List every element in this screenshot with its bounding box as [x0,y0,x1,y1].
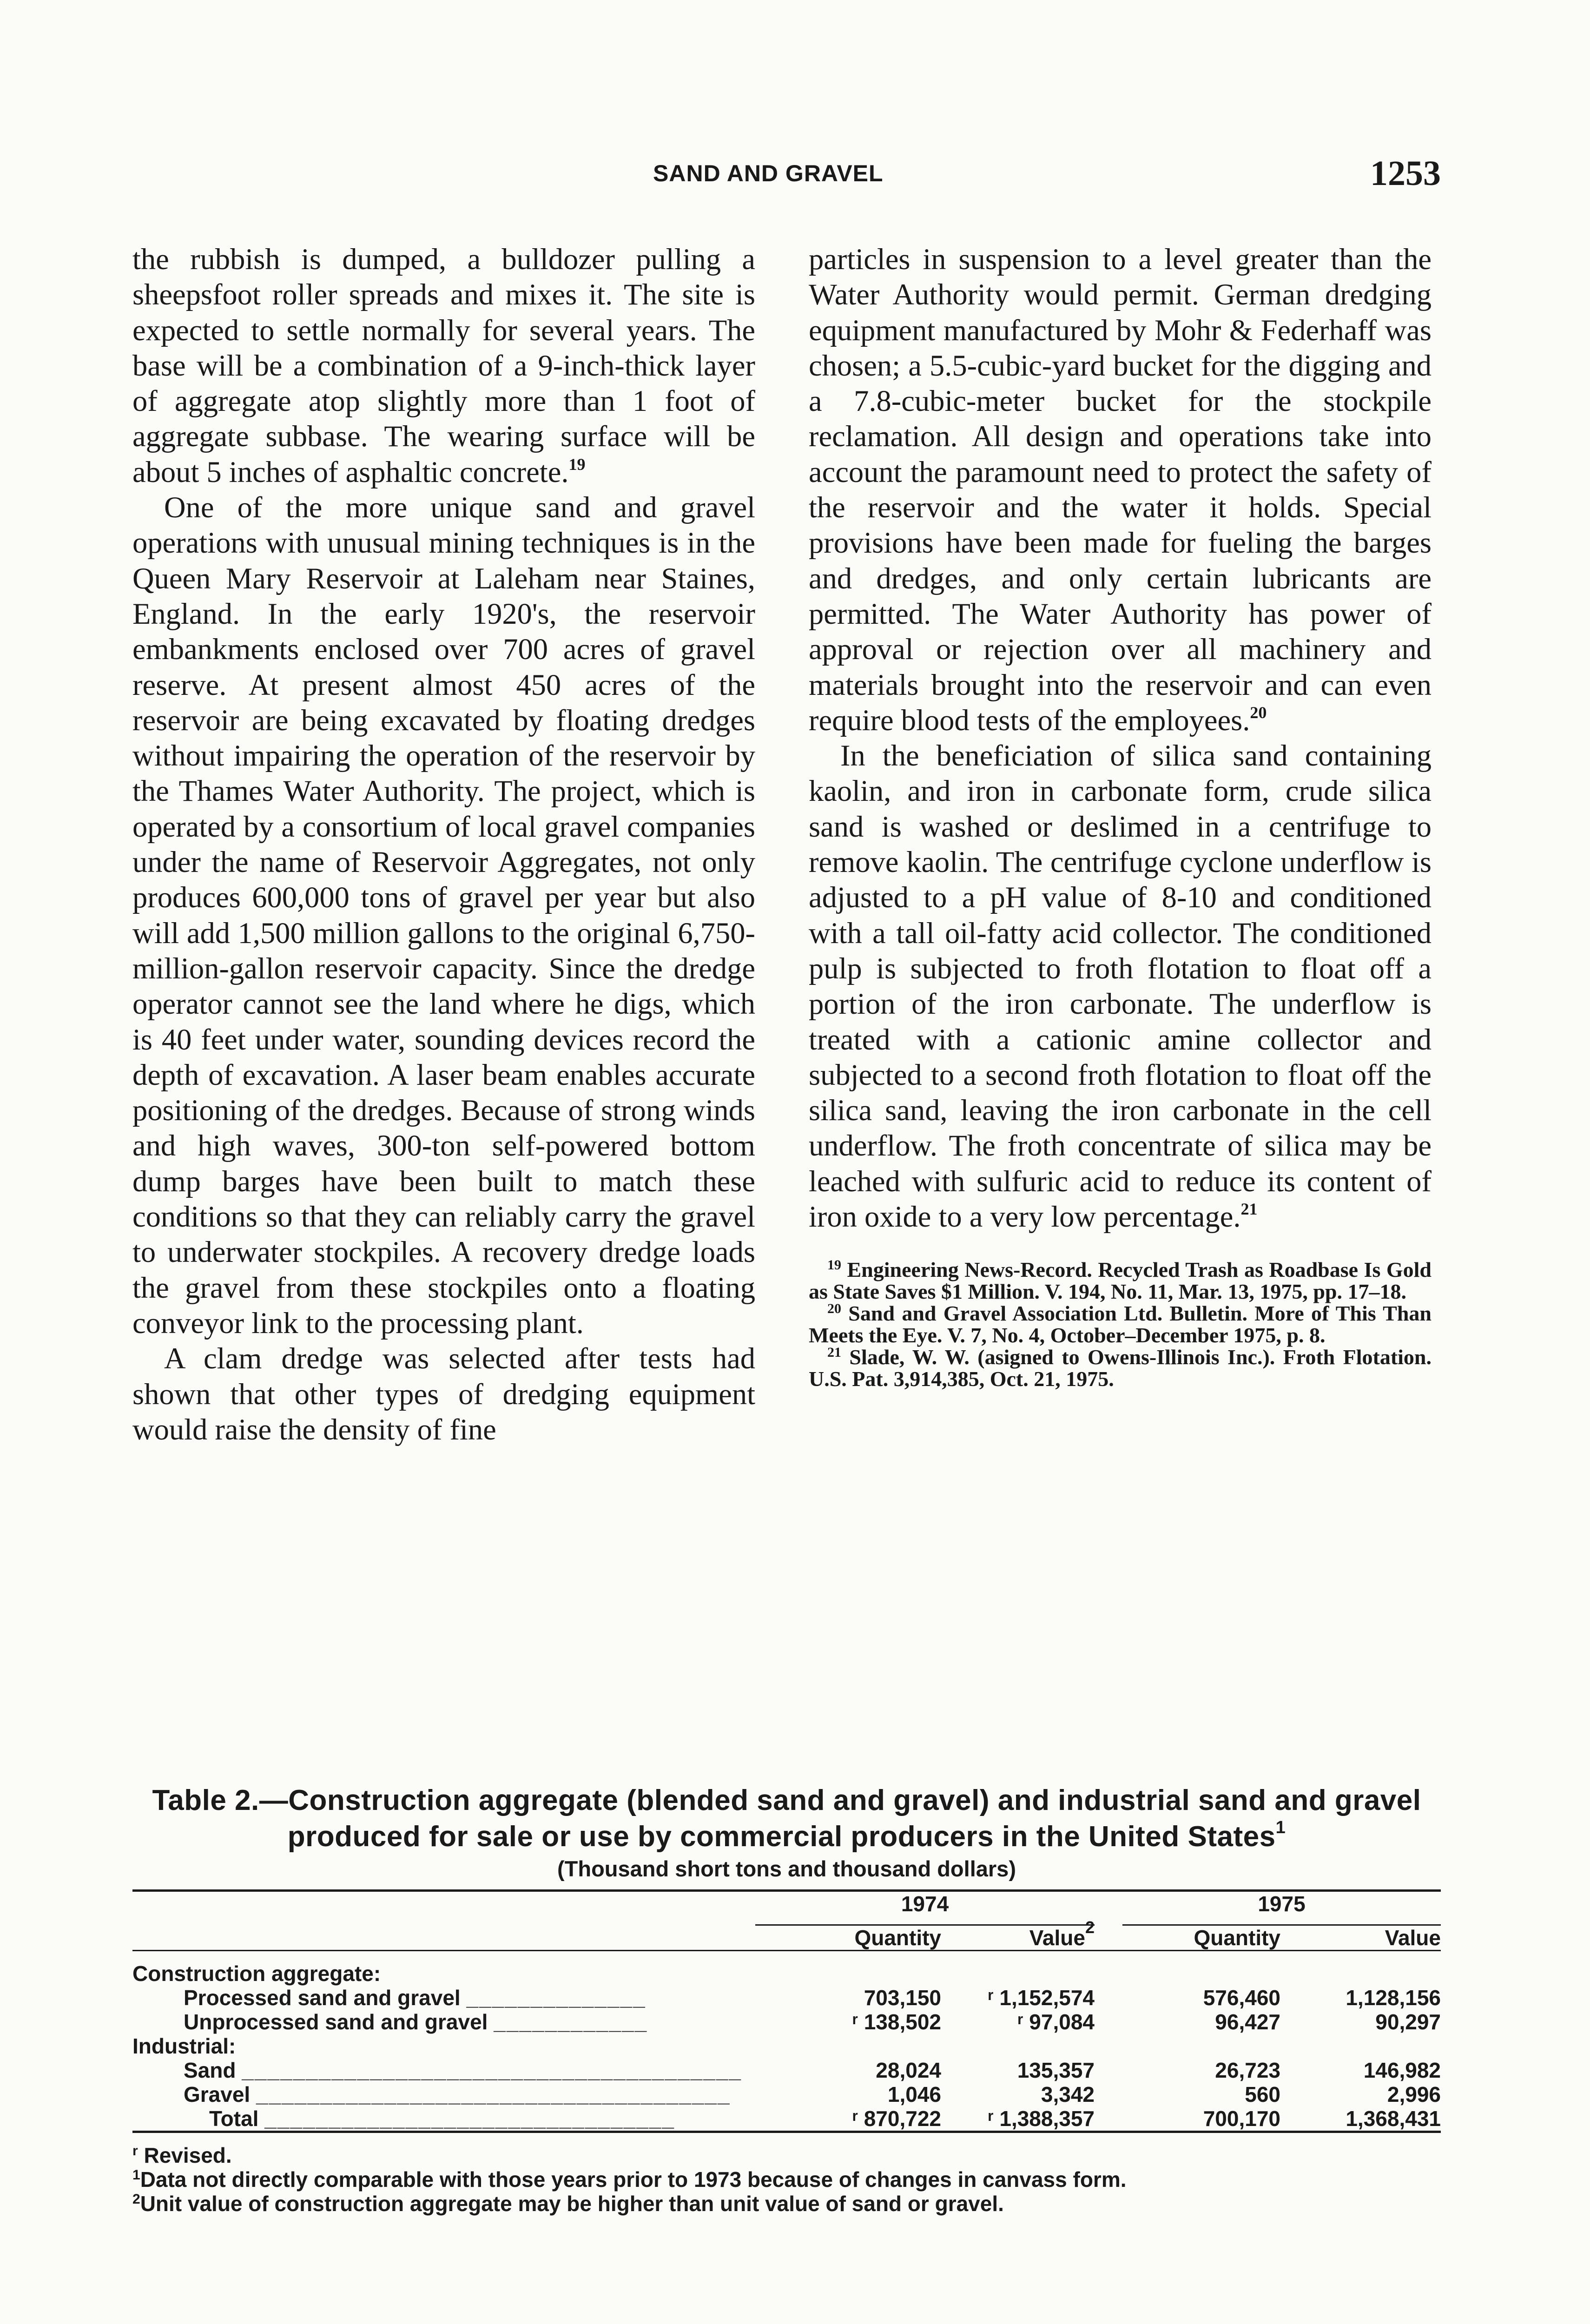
footnote-ref-19: 19 [568,455,586,474]
year-1974: 1974 [755,1892,1095,1926]
table-2 [132,1783,1441,2216]
table-row: Gravel _____________________________________ 1,046 3,342 560 2,996 [132,2082,1441,2106]
table-row [132,1961,1441,1986]
col-value-1975: Value [1385,1926,1441,1950]
note-1: $^1$Data not directly comparable with those years prior to 1973 because of changes in canvass form. [132,2167,1127,2192]
table-subtitle: (Thousand short tons and thousand dollars) [557,1856,1016,1881]
page-header [132,153,1441,195]
footnote: $^{21}$ Slade, W. W. (asigned to Owens-Illinois Inc.). Froth Flotation. U.S. Pat. 3,914,385, Oct. 21, 1975. [809,1345,1432,1391]
footnotes [809,1259,1432,1390]
left-paragraph-1: the rubbish is dumped, a bulldozer pulling a sheepsfoot roller spreads and mixes it. The site is expected to settle normally for several years. The base will be a combination of a 9-inch-thick layer of aggregate atop slightly more than 1 foot of aggregate subbase. The wearing surface will be about 5 inches of asphaltic concrete.$^{19}$ [132,243,755,489]
note-2: $^2$Unit value of construction aggregate may be higher than unit value of sand or gravel. [132,2192,1004,2216]
running-title: SAND AND GRAVEL [653,160,884,186]
table-bottom-rule [132,2131,1441,2133]
table-notes [132,2143,1441,2216]
col-value-1974: Value$^2$ [1029,1918,1095,1950]
data-table [132,1892,1441,2131]
group-label: Construction aggregate: [132,1961,381,1986]
right-paragraph-1: particles in suspension to a level greater than the Water Authority would permit. German dredging equipment manufactured by Mohr & Federhaff was chosen; a 5.5-cubic-yard bucket for the digging and a 7.8-cubic-meter bucket for the stockpile reclamation. All design and operations take into account the paramount need to protect the safety of the reservoir and the water it holds. Special provisions have been made for fueling the barges and dredges, and only certain lubricants are permitted. The Water Authority has power of approval or rejection over all machinery and materials brought into the reservoir and can even require blood tests of the employees.$^{20}$ [809,243,1432,737]
table-row: Processed sand and gravel ______________ 703,150 ʳ 1,152,574 576,460 1,128,156 [132,1986,1441,2010]
row-label: Processed sand and gravel ______________ [184,1986,646,2010]
col-quantity-1974: Quantity [854,1926,941,1950]
page-number: 1253 [1370,154,1441,193]
row-label: Gravel _____________________________________ [184,2082,731,2106]
group-label: Industrial: [132,2034,236,2058]
left-paragraph-3: A clam dredge was selected after tests had shown that other types of dredging equipment would raise the density of fine [132,1342,755,1446]
year-1975: 1975 [1095,1892,1441,1926]
table-row: Unprocessed sand and gravel ____________ ʳ 138,502 ʳ 97,084 96,427 90,297 [132,2010,1441,2034]
table-title: Table 2.—Construction aggregate (blended sand and gravel) and industrial sand and gravel produced for sale or use by commercial producers in the United States$^1$ [152,1784,1421,1853]
col-quantity-1975: Quantity [1194,1926,1280,1950]
left-column [132,242,755,1447]
total-row: Total ________________________________ ʳ 870,722 ʳ 1,388,357 700,170 1,368,431 [132,2106,1441,2131]
row-label: Sand _______________________________________ [184,2058,742,2082]
total-label: Total ________________________________ [209,2106,675,2131]
table-row: Sand _______________________________________ 28,024 135,357 26,723 146,982 [132,2058,1441,2082]
footnote: $^{20}$ Sand and Gravel Association Ltd. Bulletin. More of This Than Meets the Eye. V. 7, No. 4, October–December 1975, p. 8. [809,1301,1432,1347]
footnote-ref-21: 21 [1240,1200,1258,1219]
year-header-row [132,1892,1441,1926]
footnote-ref-20: 20 [1250,703,1267,722]
table-row [132,2034,1441,2058]
note-revised: $^r$ Revised. [132,2143,232,2167]
right-column [809,242,1432,1390]
footnote: $^{19}$ Engineering News-Record. Recycled Trash as Roadbase Is Gold as State Saves $1 Million. V. 194, No. 11, Mar. 13, 1975, pp. 17–18. [809,1257,1432,1304]
right-paragraph-2: In the beneficiation of silica sand containing kaolin, and iron in carbonate form, crude silica sand is washed or deslimed in a centrifuge to remove kaolin. The centrifuge cyclone underflow is adjusted to a pH value of 8-10 and conditioned with a tall oil-fatty acid collector. The conditioned pulp is subjected to froth flotation to float off a portion of the iron carbonate. The underflow is treated with a cationic amine collector and subjected to a second froth flotation to float off the silica sand, leaving the iron carbonate in the cell underflow. The froth concentrate of silica may be leached with sulfuric acid to reduce its content of iron oxide to a very low percentage.$^{21}$ [809,739,1432,1234]
left-paragraph-2: One of the more unique sand and gravel operations with unusual mining techniques is in the Queen Mary Reservoir at Laleham near Staines, England. In the early 1920's, the reservoir embankments enclosed over 700 acres of gravel reserve. At present almost 450 acres of the reservoir are being excavated by floating dredges without impairing the operation of the reservoir by the Thames Water Authority. The project, which is operated by a consortium of local gravel companies under the name of Reservoir Aggregates, not only produces 600,000 tons of gravel per year but also will add 1,500 million gallons to the original 6,750-million-gallon reservoir capacity. Since the dredge operator cannot see the land where he digs, which is 40 feet under water, sounding devices record the depth of excavation. A laser beam enables accurate positioning of the dredges. Because of strong winds and high waves, 300-ton self-powered bottom dump barges have been built to match these conditions so that they can reliably carry the gravel to underwater stockpiles. A recovery dredge loads the gravel from these stockpiles onto a floating conveyor link to the processing plant. [132,491,755,1340]
column-header-row [132,1926,1441,1951]
row-label: Unprocessed sand and gravel ____________ [184,2010,648,2034]
header-rule [132,1951,1441,1962]
